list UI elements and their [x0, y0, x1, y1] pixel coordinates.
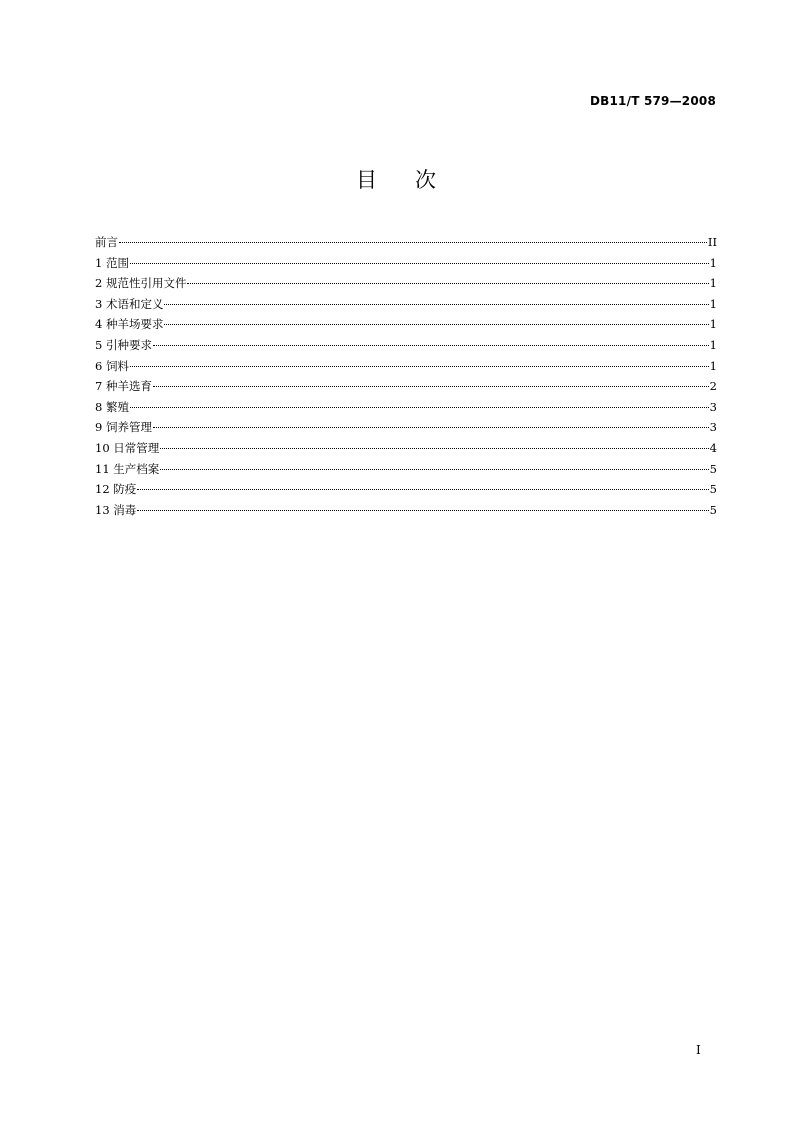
dot-leader: [187, 282, 708, 284]
toc-entry-page: 5: [709, 461, 717, 476]
toc-entry-label: 10 日常管理: [95, 440, 160, 455]
toc-entry-label: 2 规范性引用文件: [95, 276, 187, 291]
dot-leader: [160, 447, 708, 449]
toc-entry-feed[interactable]: [95, 356, 717, 377]
table-of-contents: [95, 232, 717, 520]
toc-entry-page: II: [707, 235, 717, 249]
toc-entry-foreword[interactable]: [95, 232, 717, 253]
toc-entry-label: 3 术语和定义: [95, 296, 164, 311]
toc-entry-page: 5: [709, 502, 717, 517]
toc-entry-page: 1: [709, 255, 717, 270]
toc-entry-introduction-requirements[interactable]: [95, 335, 717, 356]
toc-entry-scope[interactable]: [95, 253, 717, 274]
toc-entry-label: 1 范围: [95, 255, 129, 270]
toc-entry-daily-management[interactable]: [95, 438, 717, 459]
toc-entry-label: 8 繁殖: [95, 399, 129, 414]
toc-title-char: 次: [415, 168, 436, 192]
dot-leader: [130, 406, 709, 408]
dot-leader: [160, 468, 708, 470]
toc-entry-label: 9 饲养管理: [95, 420, 152, 435]
toc-entry-page: 1: [709, 358, 717, 373]
toc-entry-farm-requirements[interactable]: [95, 314, 717, 335]
toc-entry-disinfection[interactable]: [95, 500, 717, 521]
toc-entry-label: 5 引种要求: [95, 337, 152, 352]
toc-entry-feeding-management[interactable]: [95, 417, 717, 438]
document-code: DB11/T 579—2008: [590, 94, 716, 108]
toc-entry-label: 7 种羊选育: [95, 379, 152, 394]
toc-entry-label: 13 消毒: [95, 502, 137, 517]
toc-entry-page: 4: [709, 440, 717, 455]
toc-entry-page: 1: [709, 296, 717, 311]
toc-title-char: 目: [356, 168, 377, 192]
toc-entry-page: 1: [709, 276, 717, 291]
dot-leader: [137, 509, 708, 511]
dot-leader: [130, 365, 709, 367]
page-number: I: [696, 1043, 701, 1057]
toc-entry-page: 1: [709, 337, 717, 352]
toc-title: [0, 165, 792, 195]
dot-leader: [119, 241, 707, 243]
dot-leader: [164, 303, 708, 305]
toc-entry-label: 前言: [95, 235, 118, 249]
dot-leader: [153, 385, 709, 387]
toc-entry-label: 12 防疫: [95, 482, 137, 497]
toc-entry-label: 4 种羊场要求: [95, 317, 164, 332]
toc-entry-reproduction[interactable]: [95, 397, 717, 418]
toc-entry-terms-and-definitions[interactable]: [95, 294, 717, 315]
toc-entry-page: 5: [709, 482, 717, 497]
toc-entry-page: 3: [709, 399, 717, 414]
toc-entry-page: 1: [709, 317, 717, 332]
toc-entry-epidemic-prevention[interactable]: [95, 479, 717, 500]
toc-entry-label: 11 生产档案: [95, 461, 160, 476]
toc-entry-page: 2: [709, 379, 717, 394]
dot-leader: [153, 344, 709, 346]
dot-leader: [153, 426, 709, 428]
toc-entry-page: 3: [709, 420, 717, 435]
toc-entry-normative-references[interactable]: [95, 273, 717, 294]
dot-leader: [130, 262, 709, 264]
dot-leader: [137, 488, 708, 490]
toc-entry-production-records[interactable]: [95, 459, 717, 480]
toc-entry-label: 6 饲料: [95, 358, 129, 373]
dot-leader: [164, 323, 708, 325]
toc-entry-breeding-selection[interactable]: [95, 376, 717, 397]
